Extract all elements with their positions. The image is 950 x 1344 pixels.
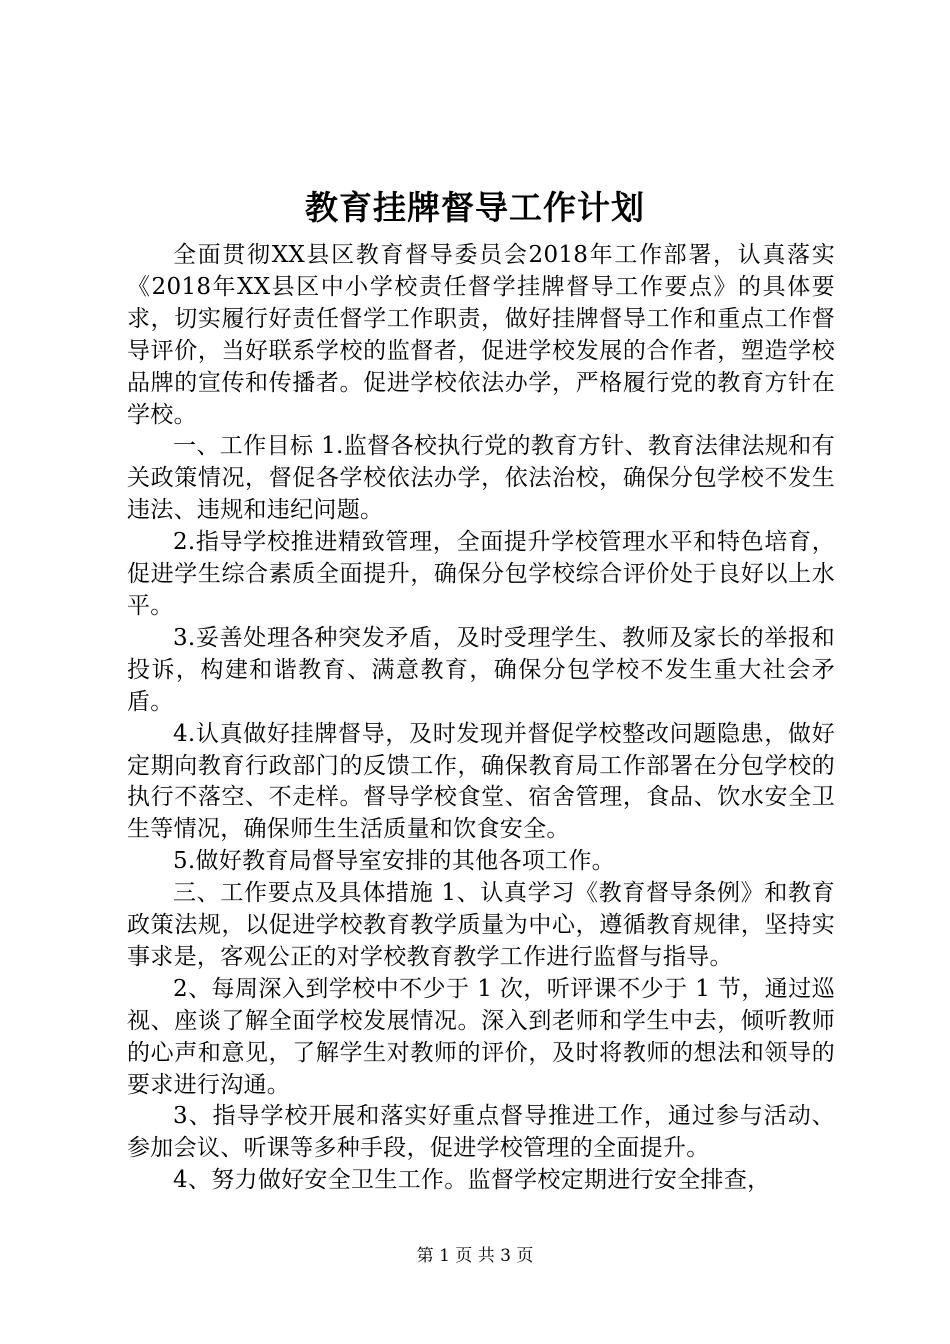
page-title: 教育挂牌督导工作计划 xyxy=(305,188,645,227)
paragraph: 4、努力做好安全卫生工作。监督学校定期进行安全排查， xyxy=(173,1167,771,1194)
paragraph: 一、工作目标 1.监督各校执行党的教育方针、教育法律法规和有关政策情况，督促各学校依法办学，依法治校，确保分包学校不发生违法、违规和违纪问题。 xyxy=(127,433,835,524)
paragraph: 3.妥善处理各种突发矛盾，及时受理学生、教师及家长的举报和投诉，构建和谐教育、满意教育，确保分包学校不发生重大社会矛盾。 xyxy=(127,624,835,715)
paragraph: 2.指导学校推进精致管理，全面提升学校管理水平和特色培育，促进学生综合素质全面提升，确保分包学校综合评价处于良好以上水平。 xyxy=(127,529,835,619)
paragraph: 2、每周深入到学校中不少于 1 次，听评课不少于 1 节，通过巡视、座谈了解全面学校发展情况。深入到老师和学生中去，倾听教师的心声和意见，了解学生对教师的评价，及时将教师的想法和领导的要求进行沟通。 xyxy=(127,975,835,1098)
paragraph: 全面贯彻XX县区教育督导委员会2018年工作部署，认真落实《2018年XX县区中小学校责任督学挂牌督导工作要点》的具体要求，切实履行好责任督学工作职责，做好挂牌督导工作和重点工作督导评价，当好联系学校的监督者，促进学校发展的合作者，塑造学校品牌的宣传和传播者。促进学校依法办学，严格履行党的教育方针在学校。 xyxy=(127,242,835,428)
document-body xyxy=(127,240,835,1197)
paragraph: 4.认真做好挂牌督导，及时发现并督促学校整改问题隐患，做好定期向教育行政部门的反馈工作，确保教育局工作部署在分包学校的执行不落空、不走样。督导学校食堂、宿舍管理，食品、饮水安全卫生等情况，确保师生生活质量和饮食安全。 xyxy=(127,720,835,843)
paragraph: 三、工作要点及具体措施 1、认真学习《教育督导条例》和教育政策法规，以促进学校教育教学质量为中心，遵循教育规律，坚持实事求是，客观公正的对学校教育教学工作进行监督与指导。 xyxy=(127,880,835,970)
paragraph: 3、指导学校开展和落实好重点督导推进工作，通过参与活动、参加会议、听课等多种手段，促进学校管理的全面提升。 xyxy=(127,1103,835,1162)
page-footer: 第 1 页 共 3 页 xyxy=(416,1246,534,1266)
paragraph: 5.做好教育局督导室安排的其他各项工作。 xyxy=(173,848,615,875)
